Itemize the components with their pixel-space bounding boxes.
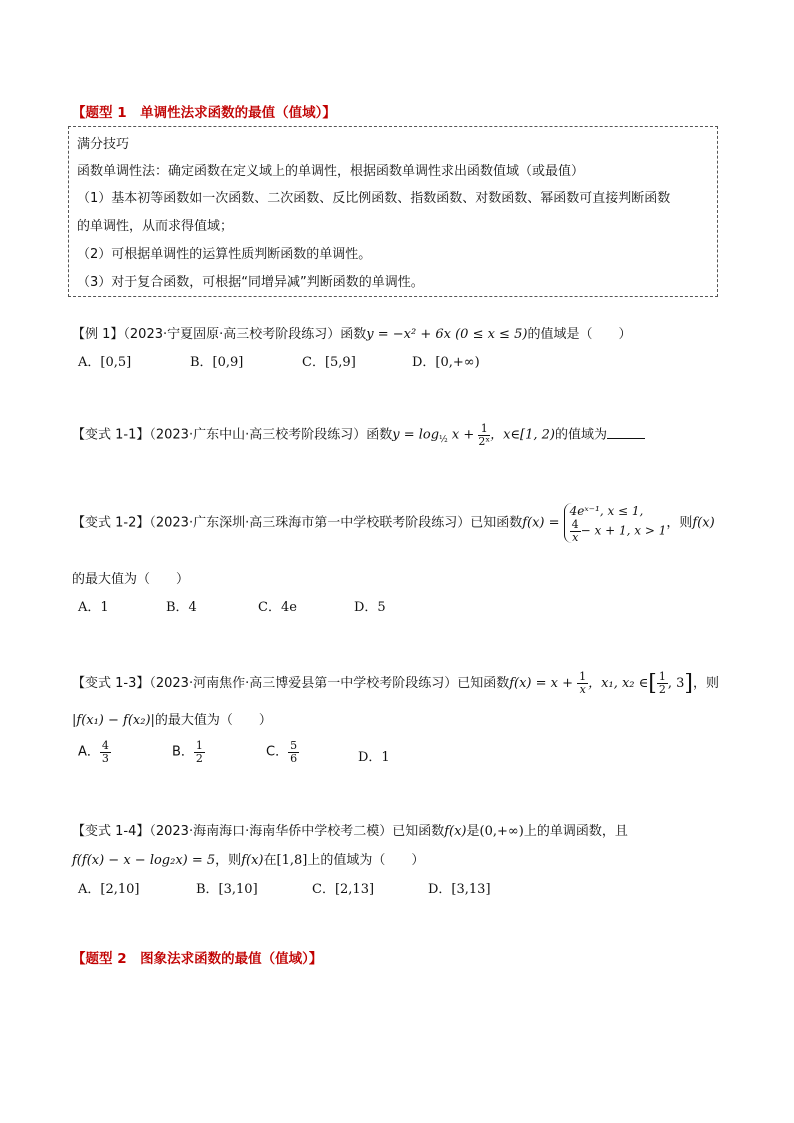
answer-blank [607, 427, 645, 439]
example-1-option-c: C．[5,9] [302, 355, 356, 370]
variant-1-3-line-2 [72, 709, 272, 728]
option-c-den: 6 [290, 751, 298, 765]
variant-1-2-line-2: 的最大值为（ ） [72, 572, 190, 587]
option-c-label: C． [266, 744, 289, 760]
variant-1-4-line-2-in: 在 [263, 853, 277, 868]
variant-1-2-prefix: 【变式 1-2】（2023·广东深圳·高三珠海市第一中学校联考阶段练习）已知函数 [72, 515, 523, 531]
variant-1-3-vars: ，x₁, x₂ ∈ [588, 676, 649, 691]
variant-1-4-option-c: C．[2,13] [312, 882, 375, 897]
variant-1-2-option-c: C．4e [258, 600, 297, 615]
variant-1-4-line-2 [72, 849, 424, 868]
option-a-den: 3 [101, 751, 109, 765]
variant-1-1-frac-den: 2ˣ [478, 434, 491, 448]
tips-line-2: （1）基本初等函数如一次函数、二次函数、反比例函数、指数函数、对数函数、幂函数可直接判断函数 [77, 191, 671, 206]
variant-1-3-option-d: D．1 [358, 750, 390, 765]
tips-line-4: （2）可根据单调性的运算性质判断函数的单调性。 [77, 247, 372, 262]
option-a-fraction [100, 740, 111, 764]
variant-1-4-line-2-end: 上的值域为（ ） [307, 853, 425, 868]
option-a-num: 4 [101, 739, 109, 752]
variant-1-1-log-base: ½ [439, 435, 448, 446]
interval-fraction [657, 671, 668, 695]
option-c-fraction [288, 740, 299, 764]
variant-1-4-fx: f(x) [444, 824, 467, 839]
variant-1-3-frac-den: x [579, 683, 586, 696]
variant-1-2-option-a: A．1 [78, 600, 109, 615]
variant-1-3-fraction [577, 671, 588, 695]
example-1-option-b: B．[0,9] [190, 355, 244, 370]
variant-1-4-option-b: B．[3,10] [196, 882, 258, 897]
interval-frac-num: 1 [658, 670, 666, 684]
variant-1-1-formula-a: y = log [392, 427, 440, 443]
tips-line-1: 函数单调性法：确定函数在定义域上的单调性，根据函数单调性求出函数值域（或最值） [77, 164, 585, 179]
tips-line-3: 的单调性，从而求得值域； [77, 219, 234, 234]
variant-1-4-expr: f(f(x) − x − log₂x) = 5 [72, 853, 216, 868]
variant-1-1-suffix: 的值域为 [554, 427, 607, 443]
variant-1-4-prefix: 【变式 1-4】（2023·海南海口·海南华侨中学校考二模）已知函数 [72, 824, 445, 839]
variant-1-1-fraction [478, 423, 490, 447]
example-1-option-a: A．[0,5] [78, 355, 132, 370]
variant-1-1-formula-b: x + [451, 427, 475, 443]
variant-1-2-question [72, 503, 715, 543]
variant-1-3-expr: |f(x₁) − f(x₂)| [72, 713, 155, 728]
example-1-formula: y = −x² + 6x (0 ≤ x ≤ 5) [366, 327, 528, 342]
option-b-fraction [194, 740, 205, 764]
section-heading-2: 【题型 2 图象法求函数的最值（值域）】 [72, 951, 323, 967]
piecewise-case-1: 4eˣ⁻¹, x ≤ 1, [569, 504, 644, 518]
variant-1-1-condition: ，x∈[1, 2) [490, 427, 555, 443]
variant-1-4-option-a: A．[2,10] [78, 882, 140, 897]
section-heading-1: 【题型 1 单调性法求函数的最值（值域）】 [72, 105, 336, 121]
tips-title: 满分技巧 [77, 137, 130, 152]
variant-1-1-prefix: 【变式 1-1】（2023·广东中山·高三校考阶段练习）函数 [72, 427, 393, 443]
variant-1-1-frac-num: 1 [478, 423, 490, 436]
option-c-num: 5 [290, 739, 298, 752]
variant-1-3-tail: ，则 [693, 676, 720, 691]
piecewise-function [564, 503, 667, 543]
variant-1-4-interval: (0,+∞) [479, 824, 524, 839]
variant-1-2-option-b: B．4 [166, 600, 197, 615]
variant-1-3-question: 【变式 1-3】（2023·河南焦作·高三博爱县第一中学校考阶段练习）已知函数f(x) = x + $\frac{1}{x}$ ，x₁, x₂ ∈[ $\frac{1}{2}$ , 3]，则 [72, 670, 720, 696]
tips-box [68, 126, 718, 297]
variant-1-3-line-2-text: 的最大值为（ ） [154, 713, 272, 728]
interval-end: , 3 [667, 676, 685, 691]
example-1-suffix: 的值域是（ ） [527, 327, 632, 342]
option-b-num: 1 [195, 739, 203, 752]
piecewise-case-2 [570, 519, 667, 543]
example-1-option-d: D．[0,+∞) [412, 355, 480, 370]
variant-1-4-option-d: D．[3,13] [428, 882, 491, 897]
piecewise-frac-num: 4 [571, 518, 579, 532]
interval-frac-den: 2 [658, 683, 666, 696]
variant-1-2-tail-fx: f(x) [692, 515, 715, 531]
variant-1-3-fx: f(x) = x + [509, 676, 574, 691]
variant-1-4-mid: 是 [466, 824, 480, 839]
variant-1-1-question [72, 423, 645, 447]
piecewise-case-2-rest: − x + 1, x > 1 [580, 523, 667, 538]
tips-line-5: （3）对于复合函数，可根据“同增异减”判断函数的单调性。 [77, 275, 424, 290]
variant-1-3-frac-num: 1 [579, 670, 587, 684]
variant-1-3-option-c [266, 740, 299, 764]
variant-1-4-question [72, 820, 628, 839]
variant-1-4-line-2-interval: [1,8] [276, 853, 308, 868]
variant-1-3-option-a [78, 740, 111, 764]
variant-1-2-fx: f(x) = [522, 515, 560, 531]
piecewise-case-2-fraction [570, 519, 581, 543]
variant-1-2-option-d: D．5 [354, 600, 386, 615]
variant-1-4-line-2-mid: ，则 [215, 853, 242, 868]
option-a-label: A． [78, 744, 100, 760]
variant-1-2-tail: ，则 [666, 515, 693, 531]
variant-1-4-line-2-fx: f(x) [241, 853, 264, 868]
option-b-den: 2 [195, 751, 203, 765]
variant-1-4-suffix: 上的单调函数，且 [523, 824, 628, 839]
variant-1-3-prefix: 【变式 1-3】（2023·河南焦作·高三博爱县第一中学校考阶段练习）已知函数 [72, 676, 510, 691]
piecewise-frac-den: x [572, 530, 579, 544]
option-b-label: B． [172, 744, 194, 760]
example-1-prefix: 【例 1】（2023·宁夏固原·高三校考阶段练习）函数 [72, 327, 367, 342]
variant-1-3-option-b [172, 740, 205, 764]
example-1-question [72, 323, 631, 342]
